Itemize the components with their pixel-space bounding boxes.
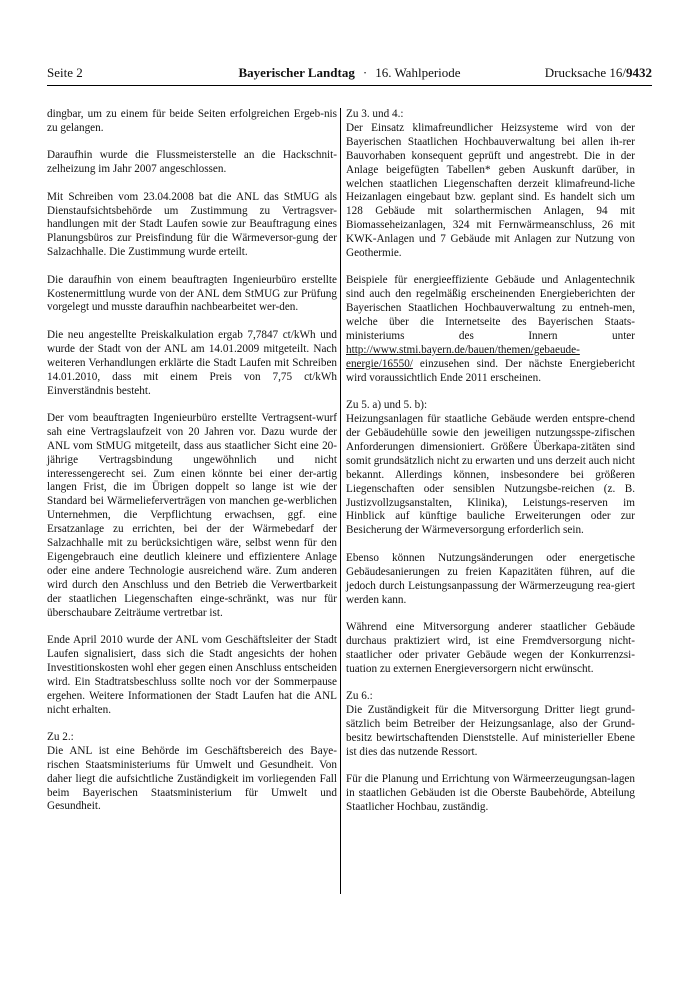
section-heading: Zu 3. und 4.: <box>346 108 404 120</box>
page-number: Seite 2 <box>47 65 83 80</box>
paragraph: Daraufhin wurde die Flussmeisterstelle an die Hackschnit-zelheizung im Jahr 2007 angeschlossen. <box>47 149 337 176</box>
right-column <box>346 108 635 815</box>
page-header <box>47 63 652 86</box>
header-separator: · <box>362 65 368 80</box>
paragraph: Während eine Mitversorgung anderer staatlicher Gebäude durchaus praktiziert wird, ist eine Fremdversorgung nicht-staatlicher oder privater Gebäude wegen der Konkurrenzsi-tuation zu externen Energieversorgern nicht erwünscht. <box>346 620 635 675</box>
paragraph: Die neu angestellte Preiskalkulation ergab 7,7847 ct/kWh und wurde der Stadt von der ANL am 14.01.2009 mitgeteilt. Nach weiteren Verhandlungen erklärte die Stadt Laufen mit Schreiben 14.01.2010, dass mit einem Preis von 7,75 ct/kWh Einverständnis besteht. <box>47 328 337 397</box>
column-divider <box>340 108 341 894</box>
section-heading: Zu 5. a) und 5. b): <box>346 399 428 412</box>
section-zu-5 <box>346 399 635 538</box>
doc-number: 9432 <box>626 65 652 80</box>
doc-prefix: Drucksache 16/ <box>544 65 626 80</box>
paragraph-text: Beispiele für energieeffiziente Gebäude und Anlagentechnik sind auch den regelmäßig erscheinenden Energieberichten der Bayerischen Staatlichen Hochbauverwaltung zu entneh-men, welche über die Internetseite des Bayerischen Staats-ministeriums des Innern unter <box>346 274 635 343</box>
stmi-link[interactable]: http://www.stmi.bayern.de/bauen/themen/gebaeude-energie/16550/ <box>346 344 580 370</box>
paragraph: Mit Schreiben vom 23.04.2008 bat die ANL das StMUG als Dienstaufsichtsbehörde um Zustimmung zu Vertragsver-handlungen mit der Stadt Laufen sowie zur Beauftragung eines Planungsbüros zur Preisfindung für die Wärmeversor-gung der Salzachhalle. Die Zustimmung wurde erteilt. <box>47 190 337 259</box>
paragraph: Für die Planung und Errichtung von Wärmeerzeugungsan-lagen in staatlichen Gebäuden ist die Oberste Baubehörde, Abteilung Staatlicher Hochbau, zuständig. <box>346 773 635 813</box>
paragraph-text: einzusehen sind. Der nächste Energiebericht wird voraussichtlich Ende 2011 erscheinen. <box>346 357 635 384</box>
section-zu-3-4 <box>346 108 635 261</box>
paragraph: Die daraufhin von einem beauftragten Ingenieurbüro erstellte Kostenermittlung wurde von der ANL dem StMUG zur Prüfung vorgelegt und musste daraufhin nachbearbeitet wer-den. <box>47 273 337 314</box>
document-number <box>545 65 652 81</box>
section-text: Heizungsanlagen für staatliche Gebäude werden entspre-chend der Gebäudehülle sowie den jeweiligen nutzungsspe-zifischen Anforderungen dimensioniert. Größere Überkapa-zitäten sind somit grundsätzlich nicht zu erwarten und uns derzeit auch nicht bekannt. Allerdings können, insbesondere bei größeren Liegenschaften oder sensiblen Nutzungsbe-reichen (z. B. Justizvollzugsanstalten, Klinika), Leistungs-reserven im Hinblick auf künftige bauliche Erweiterungen oder zur Besicherung der Wärmeversorgung erforderlich sein. <box>346 413 635 537</box>
paragraph: Der vom beauftragten Ingenieurbüro erstellte Vertragsent-wurf sah eine Vertragslaufzeit von 20 Jahren vor. Dazu wurde der ANL vom StMUG mitgeteilt, dass aus staatlicher Sicht eine 20-jährige Vertragsbindung ungewöhnlich und nicht interessengerecht sei. Zum einen könnte bei einer der-artig langen Frist, die im Übrigen doppelt so lange ist wie der Standard bei Wärmelieferverträgen von manchen ge-werblichen Unternehmen, die Verpflichtung erwachsen, ggf. eine Ersatzanlage zu errichten, bei der der Wärmebedarf der Salzachhalle mit zu berücksichtigen wäre, selbst wenn für den Eigengebrauch eine deutlich kleinere und effizientere Anlage oder eine andere Technologie ausreichend wäre. Zum anderen wird durch den Anschluss und den Betrieb die Verwertbarkeit der staatlichen Liegenschaften einge-schränkt, was nur für überschaubare Zeiträume vertretbar ist. <box>47 411 337 619</box>
legislative-period: 16. Wahlperiode <box>375 65 461 80</box>
section-zu-6 <box>346 690 635 760</box>
section-heading: Zu 6.: <box>346 690 373 703</box>
publisher-name: Bayerischer Landtag <box>238 65 355 80</box>
section-text: Der Einsatz klimafreundlicher Heizsysteme wird von der Bayerischen Staatlichen Hochbauverwaltung bei allen ih-rer Bauvorhaben konsequent geprüft und angestrebt. Die in der Anlage beigefügten Tabellen* geben Auskunft darüber, in welchen staatlichen Liegenschaften derzeit klimafreund-liche Heizanlagen eingebaut bzw. geplant sind. Es handelt sich um 128 Gebäude mit solarthermischen Anlagen, 94 mit Biomasseheizanlagen, 324 mit Fernwärmeanschluss, 26 mit KWK-Anlagen und 7 Gebäude mit Anlagen zur Nutzung von Geothermie. <box>346 121 635 260</box>
paragraph-energy-report <box>346 274 635 385</box>
section-text: Die ANL ist eine Behörde im Geschäftsbereich des Baye-rischen Staatsministeriums für Umwelt und Gesundheit. Von daher liegt die aufsichtliche Zuständigkeit im vorliegenden Fall beim Bayerischen Staatsministerium für Umwelt und Gesundheit. <box>47 744 337 813</box>
paragraph: dingbar, um zu einem für beide Seiten erfolgreichen Ergeb-nis zu gelangen. <box>47 108 337 134</box>
section-text: Die Zuständigkeit für die Mitversorgung Dritter liegt grund-sätzlich beim Betreiber der Heizungsanlage, also der Grund-besitz bewirtschaftenden Dienststelle. Auf ministerieller Ebene ist dies das nutzende Ressort. <box>346 703 635 758</box>
section-heading: Zu 2.: <box>47 730 74 743</box>
section-zu-2 <box>47 731 337 814</box>
paragraph: Ende April 2010 wurde der ANL vom Geschäftsleiter der Stadt Laufen signalisiert, dass sich die Stadt angesichts der hohen Investitionskosten wohl eher gegen einen Anschluss entscheiden wird. Ein Stadtratsbeschluss sollte noch vor der Sommerpause ergehen. Weitere Informationen der Stadt Laufen hat die ANL nicht erhalten. <box>47 634 337 716</box>
left-column <box>47 108 337 814</box>
paragraph: Ebenso können Nutzungsänderungen oder energetische Gebäudesanierungen zu freien Kapazitäten führen, auf die jedoch durch Leistungsanpassung der Wärmerzeugung rea-giert werden kann. <box>346 551 635 606</box>
